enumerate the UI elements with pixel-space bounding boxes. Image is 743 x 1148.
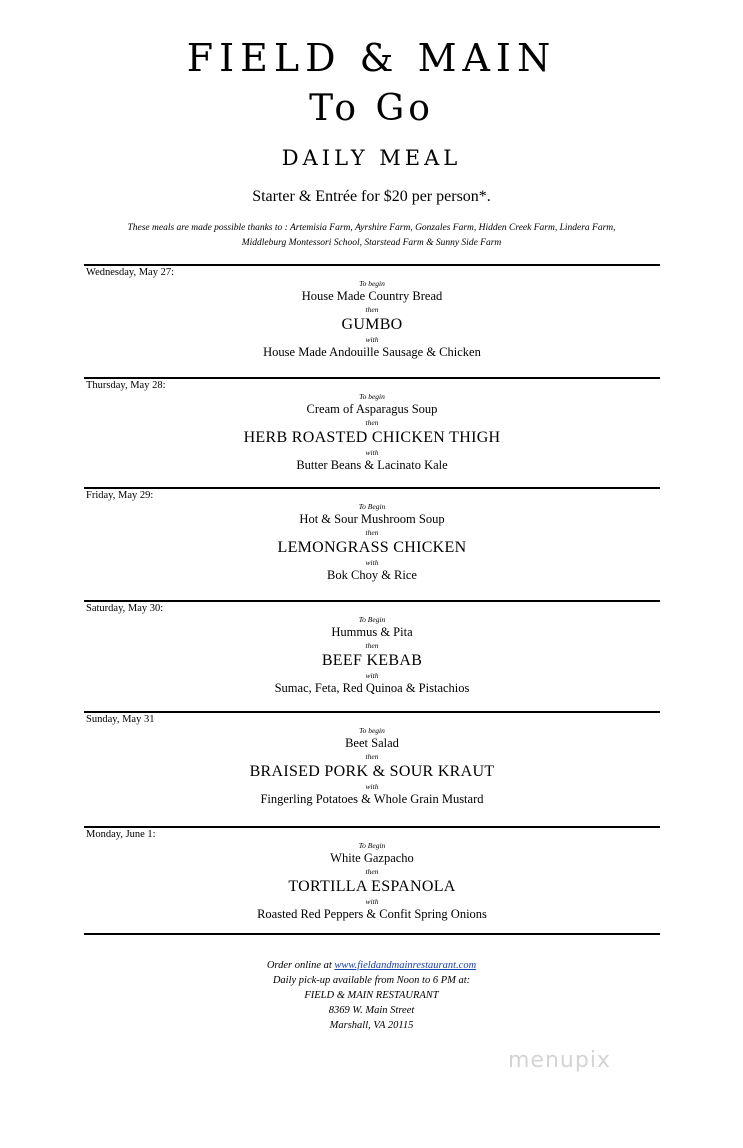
day-date: Friday, May 29: [86,490,154,501]
city-address: Marshall, VA 20115 [329,1020,414,1031]
with-label: with [365,671,379,680]
entree: BEEF KEBAB [321,652,423,669]
restaurant-address-name: FIELD & MAIN RESTAURANT [304,990,439,1001]
then-label: then [365,867,379,876]
farm-thanks-line-2: Middleburg Montessori School, Starstead Farm & Sunny Side Farm [241,238,502,248]
day-section [84,600,660,695]
day-date: Monday, June 1: [86,829,156,840]
starter: Hummus & Pita [331,625,413,639]
website-link[interactable]: www.fieldandmainrestaurant.com [334,960,477,971]
begin-label: To begin [359,726,385,735]
to-go-subtitle: To Go [309,88,434,129]
day-section [84,377,660,472]
entree: HERB ROASTED CHICKEN THIGH [243,429,501,446]
day-section [84,711,660,806]
then-label: then [365,528,379,537]
begin-label: To Begin [358,615,386,624]
side: Roasted Red Peppers & Confit Spring Onions [257,907,487,921]
begin-label: To begin [359,279,385,288]
divider [84,826,660,828]
entree: TORTILLA ESPANOLA [288,878,456,895]
pickup-info: Daily pick-up available from Noon to 6 PM at: [272,975,471,986]
day-date: Sunday, May 31 [86,714,155,725]
entree: GUMBO [341,316,403,333]
entree: LEMONGRASS CHICKEN [277,539,467,556]
starter: Beet Salad [345,736,399,750]
divider [84,487,660,489]
side: House Made Andouille Sausage & Chicken [263,345,481,359]
starter: Cream of Asparagus Soup [306,402,438,416]
side: Sumac, Feta, Red Quinoa & Pistachios [274,681,470,695]
farm-thanks [60,221,683,251]
divider [84,264,660,266]
side: Fingerling Potatoes & Whole Grain Mustard [260,792,484,806]
price-offer: Starter & Entrée for $20 per person*. [252,188,491,205]
with-label: with [365,335,379,344]
side: Butter Beans & Lacinato Kale [296,458,448,472]
begin-label: To begin [359,392,385,401]
farm-thanks-line-1: These meals are made possible thanks to : Artemisia Farm, Ayrshire Farm, Gonzales Farm, Hidden Creek Farm, Lindera Farm, [127,223,616,233]
with-label: with [365,897,379,906]
begin-label: To Begin [358,502,386,511]
side: Bok Choy & Rice [327,568,417,582]
divider [84,377,660,379]
divider [84,933,660,935]
divider [84,711,660,713]
street-address: 8369 W. Main Street [328,1005,415,1016]
then-label: then [365,752,379,761]
footer [0,958,743,1033]
starter: House Made Country Bread [301,289,443,303]
begin-label: To Begin [358,841,386,850]
order-online-line [0,958,743,973]
day-date: Wednesday, May 27: [86,267,174,278]
restaurant-name: FIELD & MAIN [186,36,557,80]
starter: Hot & Sour Mushroom Soup [299,512,445,526]
day-date: Thursday, May 28: [86,380,166,391]
day-section [84,264,660,359]
day-date: Saturday, May 30: [86,603,164,614]
starter: White Gazpacho [330,851,414,865]
entree: BRAISED PORK & SOUR KRAUT [249,763,495,780]
with-label: with [365,558,379,567]
day-section [84,826,660,921]
daily-meal-heading: DAILY MEAL [281,146,462,170]
with-label: with [365,448,379,457]
then-label: then [365,305,379,314]
order-prefix: Order online at [266,960,335,971]
then-label: then [365,418,379,427]
with-label: with [365,782,379,791]
then-label: then [365,641,379,650]
divider [84,600,660,602]
day-section [84,487,660,582]
menupix-watermark: menupix [508,1048,611,1073]
